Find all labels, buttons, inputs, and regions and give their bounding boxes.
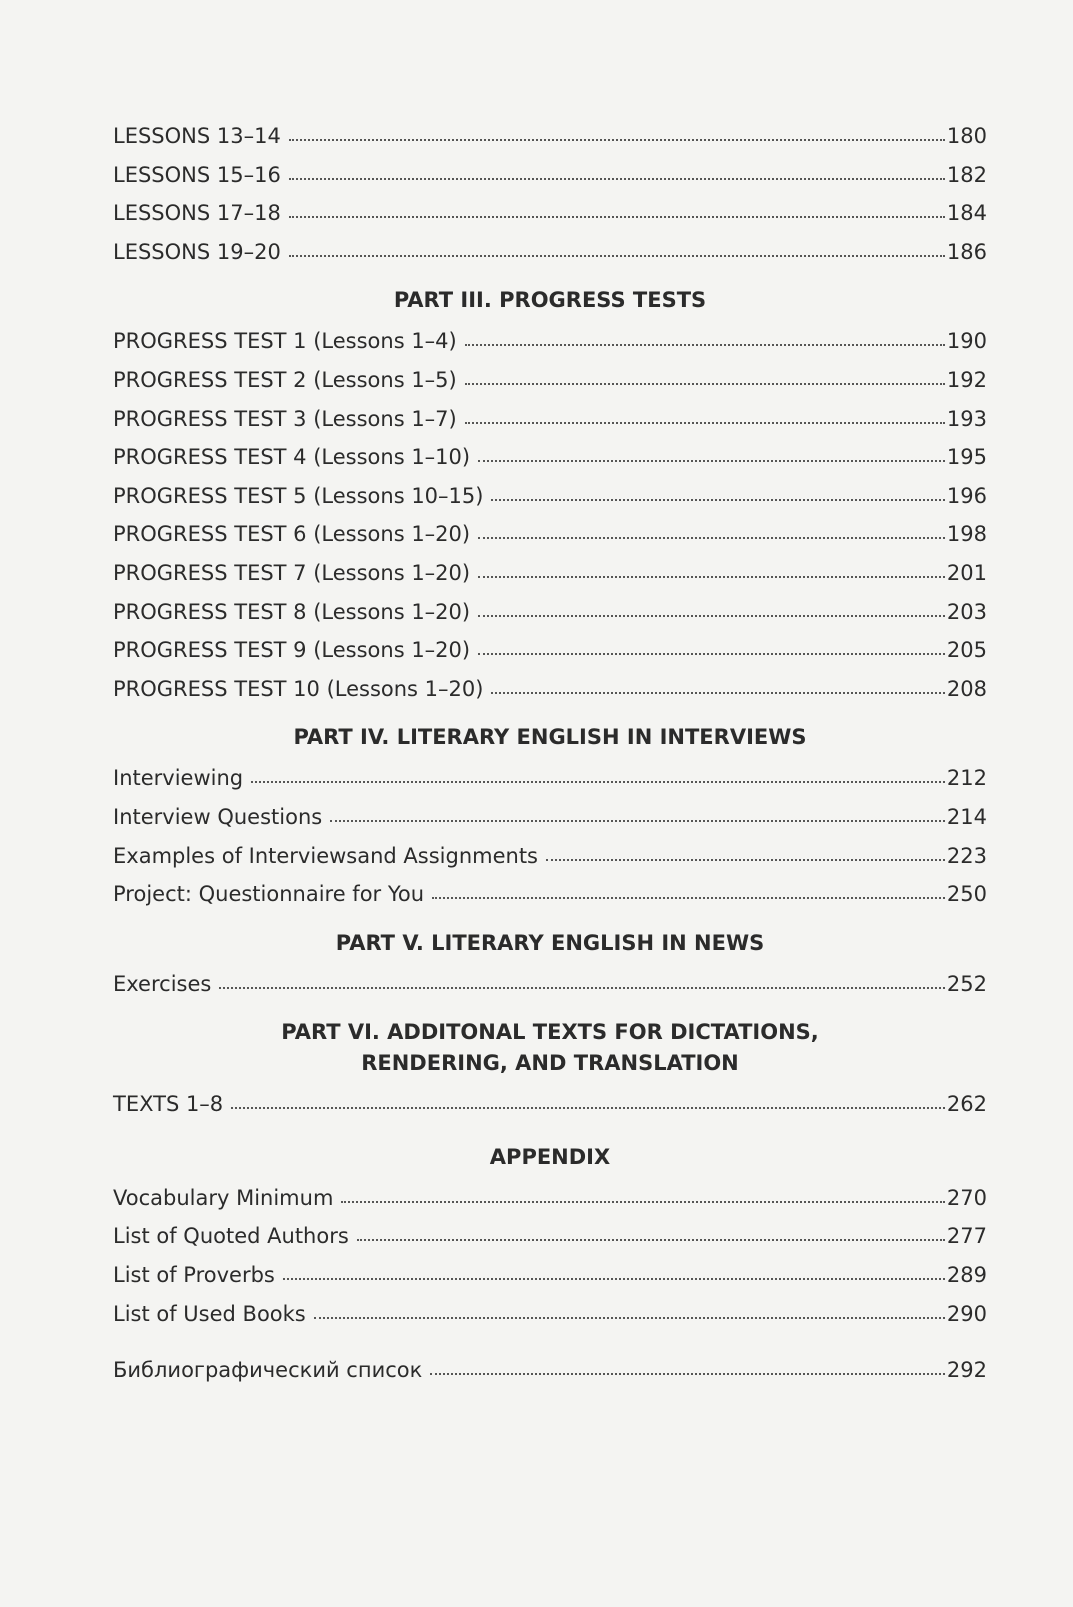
dot-leader [289, 255, 945, 257]
toc-entry [113, 798, 987, 837]
toc-entry-page: 182 [946, 162, 987, 187]
toc-entry [113, 1179, 987, 1218]
toc-entry [113, 194, 987, 233]
toc-entry-title: PROGRESS TEST 3 (Lessons 1–7) [113, 406, 457, 431]
toc-entry-page: 277 [946, 1224, 987, 1249]
toc-entry-page: 180 [946, 124, 987, 148]
dot-leader [289, 178, 945, 180]
toc-entry-title: List of Used Books [113, 1301, 306, 1326]
dot-leader [219, 987, 945, 989]
dot-leader [465, 383, 945, 385]
toc-entry-page: 262 [946, 1092, 987, 1117]
toc-entry-title: Vocabulary Minimum [113, 1185, 334, 1210]
toc-entry-page: 184 [946, 201, 987, 226]
toc-entry-page: 212 [946, 766, 987, 791]
toc-entry-bibliography [113, 1351, 987, 1390]
dot-leader [357, 1239, 945, 1241]
toc-entry-page: 195 [946, 445, 987, 470]
toc-entry-title: PROGRESS TEST 5 (Lessons 10–15) [113, 483, 484, 508]
section-heading-part-3: PART III. PROGRESS TESTS [393, 288, 707, 313]
dot-leader [231, 1107, 945, 1109]
toc-entry [113, 837, 987, 876]
toc-entry-title: LESSONS 17–18 [113, 201, 281, 226]
toc-entry [113, 515, 987, 554]
toc-entry-title: PROGRESS TEST 8 (Lessons 1–20) [113, 599, 471, 624]
dot-leader [546, 859, 945, 861]
section-heading-appendix: APPENDIX [489, 1144, 611, 1169]
dot-leader [491, 499, 944, 501]
toc-entry-title: PROGRESS TEST 6 (Lessons 1–20) [113, 522, 471, 547]
toc-entry-title: Examples of Interviewsand Assignments [113, 843, 538, 868]
toc-entry-title: LESSONS 19–20 [113, 239, 281, 264]
dot-leader [430, 1373, 945, 1375]
toc-entry-title: List of Quoted Authors [113, 1224, 349, 1249]
toc-entry-title: TEXTS 1–8 [113, 1092, 224, 1117]
toc-entry-title: LESSONS 15–16 [113, 162, 281, 187]
toc-entry [113, 438, 987, 477]
toc-entry-title: Библиографический список [113, 1358, 423, 1383]
toc-entry-page: 193 [946, 406, 987, 431]
section-heading-part-6-line-2: RENDERING, AND TRANSLATION [361, 1051, 739, 1076]
toc-entry [113, 400, 987, 439]
toc-entry-page: 290 [946, 1301, 987, 1326]
toc-entry-page: 186 [946, 239, 987, 264]
toc-entry-page: 196 [946, 483, 987, 508]
toc-entry [113, 156, 987, 195]
dot-leader [465, 422, 945, 424]
toc-entry-page: 250 [946, 882, 987, 907]
toc-entry-title: PROGRESS TEST 7 (Lessons 1–20) [113, 560, 471, 585]
toc-entry-title: PROGRESS TEST 1 (Lessons 1–4) [113, 329, 457, 354]
dot-leader [478, 653, 945, 655]
toc-entry [113, 554, 987, 593]
toc-entry-title: PROGRESS TEST 10 (Lessons 1–20) [113, 676, 484, 701]
toc-entry [113, 361, 987, 400]
toc-entry-page: 208 [946, 676, 987, 701]
toc-entry-page: 205 [946, 638, 987, 663]
toc-entry-page: 292 [946, 1358, 987, 1383]
toc-entry [113, 117, 987, 156]
section-heading-part-6-line-1: PART VI. ADDITONAL TEXTS FOR DICTATIONS, [281, 1020, 819, 1045]
dot-leader [465, 344, 945, 346]
toc-entry-page: 270 [946, 1185, 987, 1210]
toc-entry-title: PROGRESS TEST 9 (Lessons 1–20) [113, 638, 471, 663]
dot-leader [478, 537, 945, 539]
toc-entry-title: PROGRESS TEST 4 (Lessons 1–10) [113, 445, 471, 470]
toc-entry-title: List of Proverbs [113, 1263, 275, 1288]
toc-entry [113, 322, 987, 361]
toc-entry [113, 965, 987, 1004]
toc-entry-title: Exercises [113, 971, 212, 996]
dot-leader [478, 615, 945, 617]
toc-entry [113, 477, 987, 516]
dot-leader [289, 216, 945, 218]
dot-leader [251, 781, 945, 783]
toc-entry-page: 192 [946, 367, 987, 392]
section-heading-part-5: PART V. LITERARY ENGLISH IN NEWS [335, 930, 765, 955]
dot-leader [478, 460, 945, 462]
toc-entry-title: PROGRESS TEST 2 (Lessons 1–5) [113, 367, 457, 392]
toc-entry [113, 1217, 987, 1256]
toc-entry [113, 759, 987, 798]
dot-leader [289, 139, 945, 141]
dot-leader [341, 1201, 945, 1203]
toc-entry [113, 1295, 987, 1334]
toc-entry-title: Interviewing [113, 766, 244, 791]
toc-entry-page: 198 [946, 522, 987, 547]
toc-entry [113, 233, 987, 272]
toc-entry [113, 631, 987, 670]
toc-entry-page: 223 [946, 843, 987, 868]
section-heading-part-4: PART IV. LITERARY ENGLISH IN INTERVIEWS [293, 725, 807, 750]
toc-entry-page: 201 [946, 560, 987, 585]
toc-entry [113, 1085, 987, 1124]
toc-entry-page: 252 [946, 971, 987, 996]
dot-leader [491, 692, 944, 694]
toc-entry-page: 214 [946, 804, 987, 829]
dot-leader [330, 820, 945, 822]
toc-entry-page: 203 [946, 599, 987, 624]
table-of-contents [113, 117, 987, 1390]
toc-entry-title: Project: Questionnaire for You [113, 882, 425, 907]
toc-entry [113, 593, 987, 632]
toc-entry-page: 289 [946, 1263, 987, 1288]
toc-entry [113, 875, 987, 914]
toc-entry-title: LESSONS 13–14 [113, 124, 281, 148]
dot-leader [432, 897, 945, 899]
toc-entry-page: 190 [946, 329, 987, 354]
toc-entry [113, 1256, 987, 1295]
toc-entry [113, 670, 987, 709]
dot-leader [478, 576, 945, 578]
dot-leader [314, 1317, 945, 1319]
toc-entry-title: Interview Questions [113, 804, 323, 829]
dot-leader [283, 1278, 945, 1280]
